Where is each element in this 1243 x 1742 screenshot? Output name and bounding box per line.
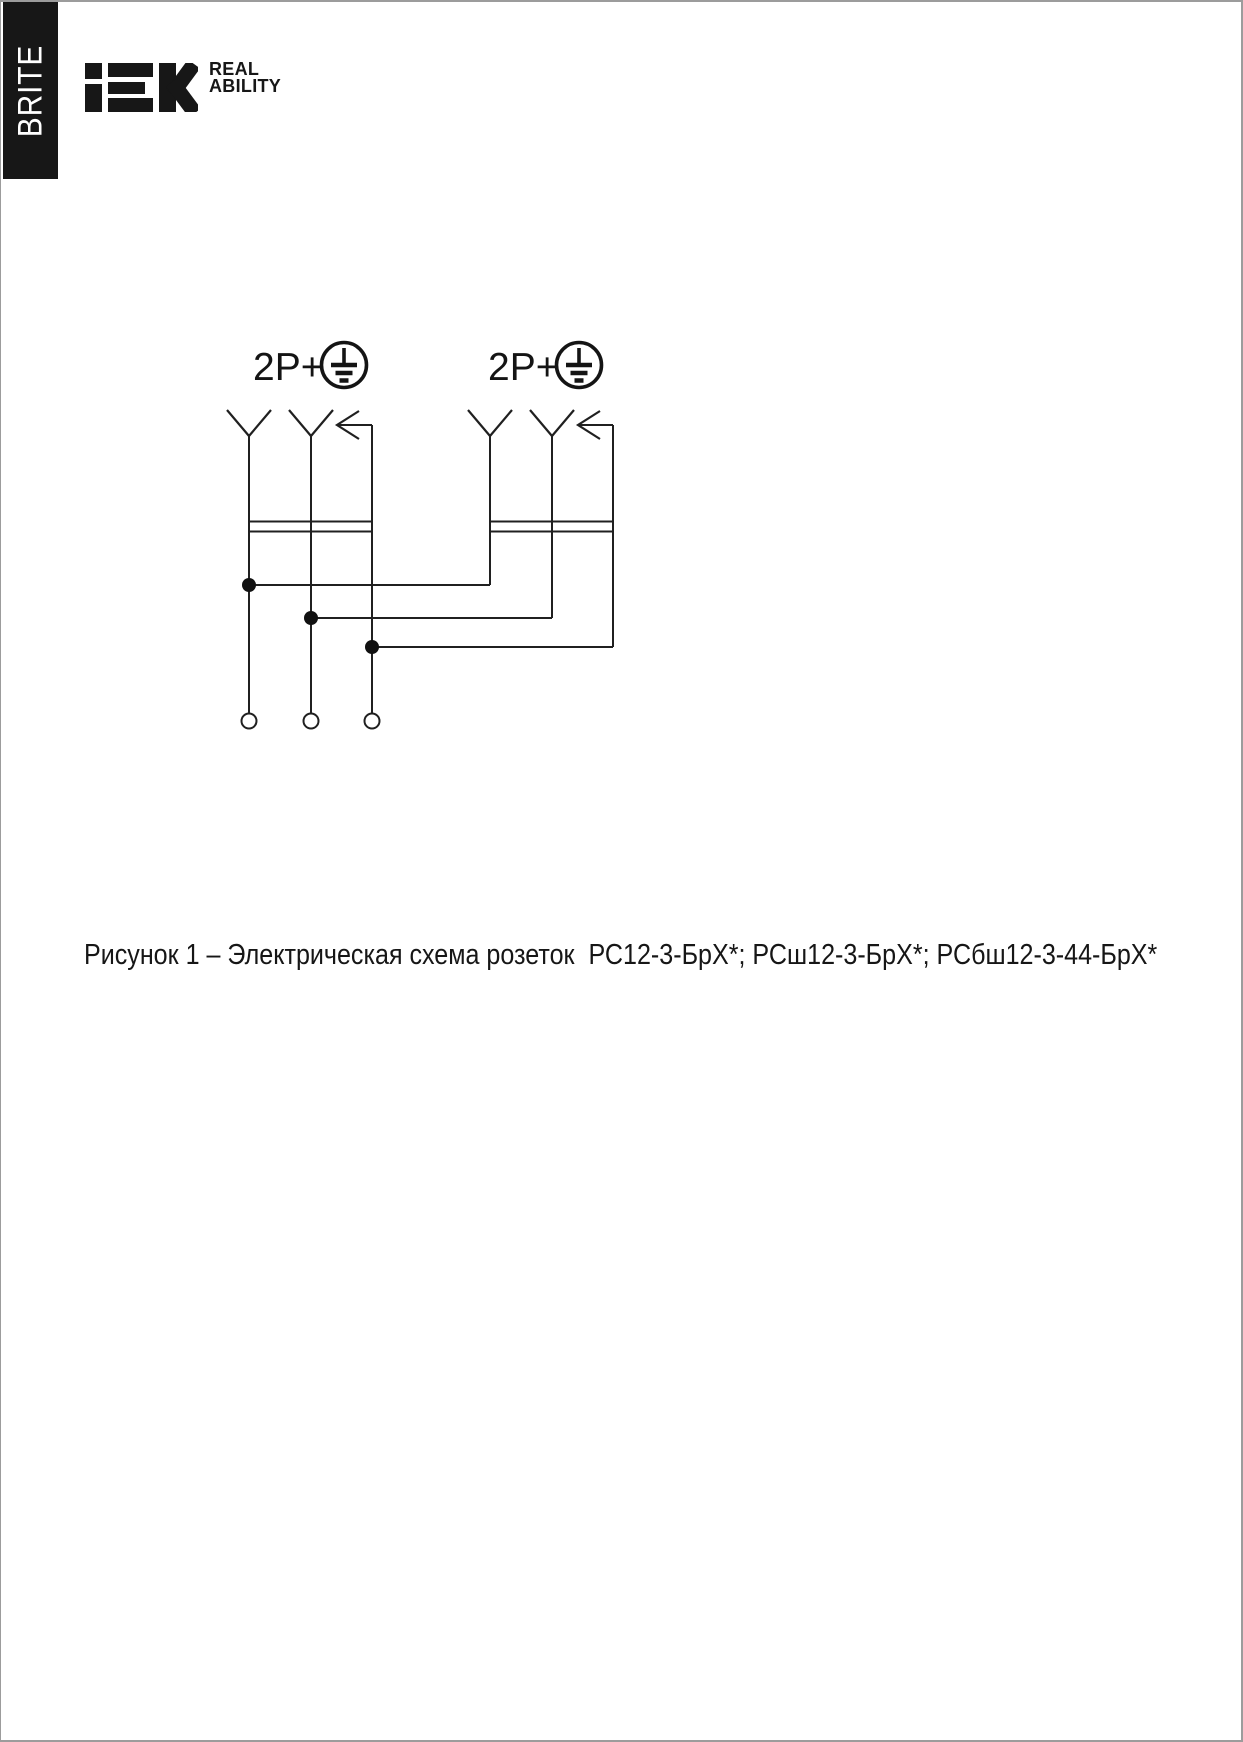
junction-dot [365,640,379,654]
terminal-circle [365,714,380,729]
earth-ground-icon [557,343,602,388]
interconnect-wires [242,578,613,654]
supply-terminals [242,714,380,729]
socket-1-symbol [227,343,372,714]
socket-2-symbol [468,343,613,648]
fork-contact-icon [530,410,574,436]
logo-tagline-line2: ABILITY [209,76,282,96]
socket-1-label: 2P+ [253,346,324,389]
socket-2-label: 2P+ [488,346,559,389]
earth-ground-icon [322,343,367,388]
wiring-diagram [1,2,1243,1742]
terminal-circle [304,714,319,729]
junction-dot [304,611,318,625]
brand-bar-label: BRITE [11,44,49,137]
logo-tagline-line1: REAL [209,59,260,79]
junction-dot [242,578,256,592]
fork-contact-icon [289,410,333,436]
fork-contact-icon [468,410,512,436]
terminal-circle [242,714,257,729]
fork-contact-icon [227,410,271,436]
figure-caption: Рисунок 1 – Электрическая схема розеток РС12-3-БрХ*; РСш12-3-БрХ*; РСбш12-3-44-БрХ* [84,939,1158,971]
